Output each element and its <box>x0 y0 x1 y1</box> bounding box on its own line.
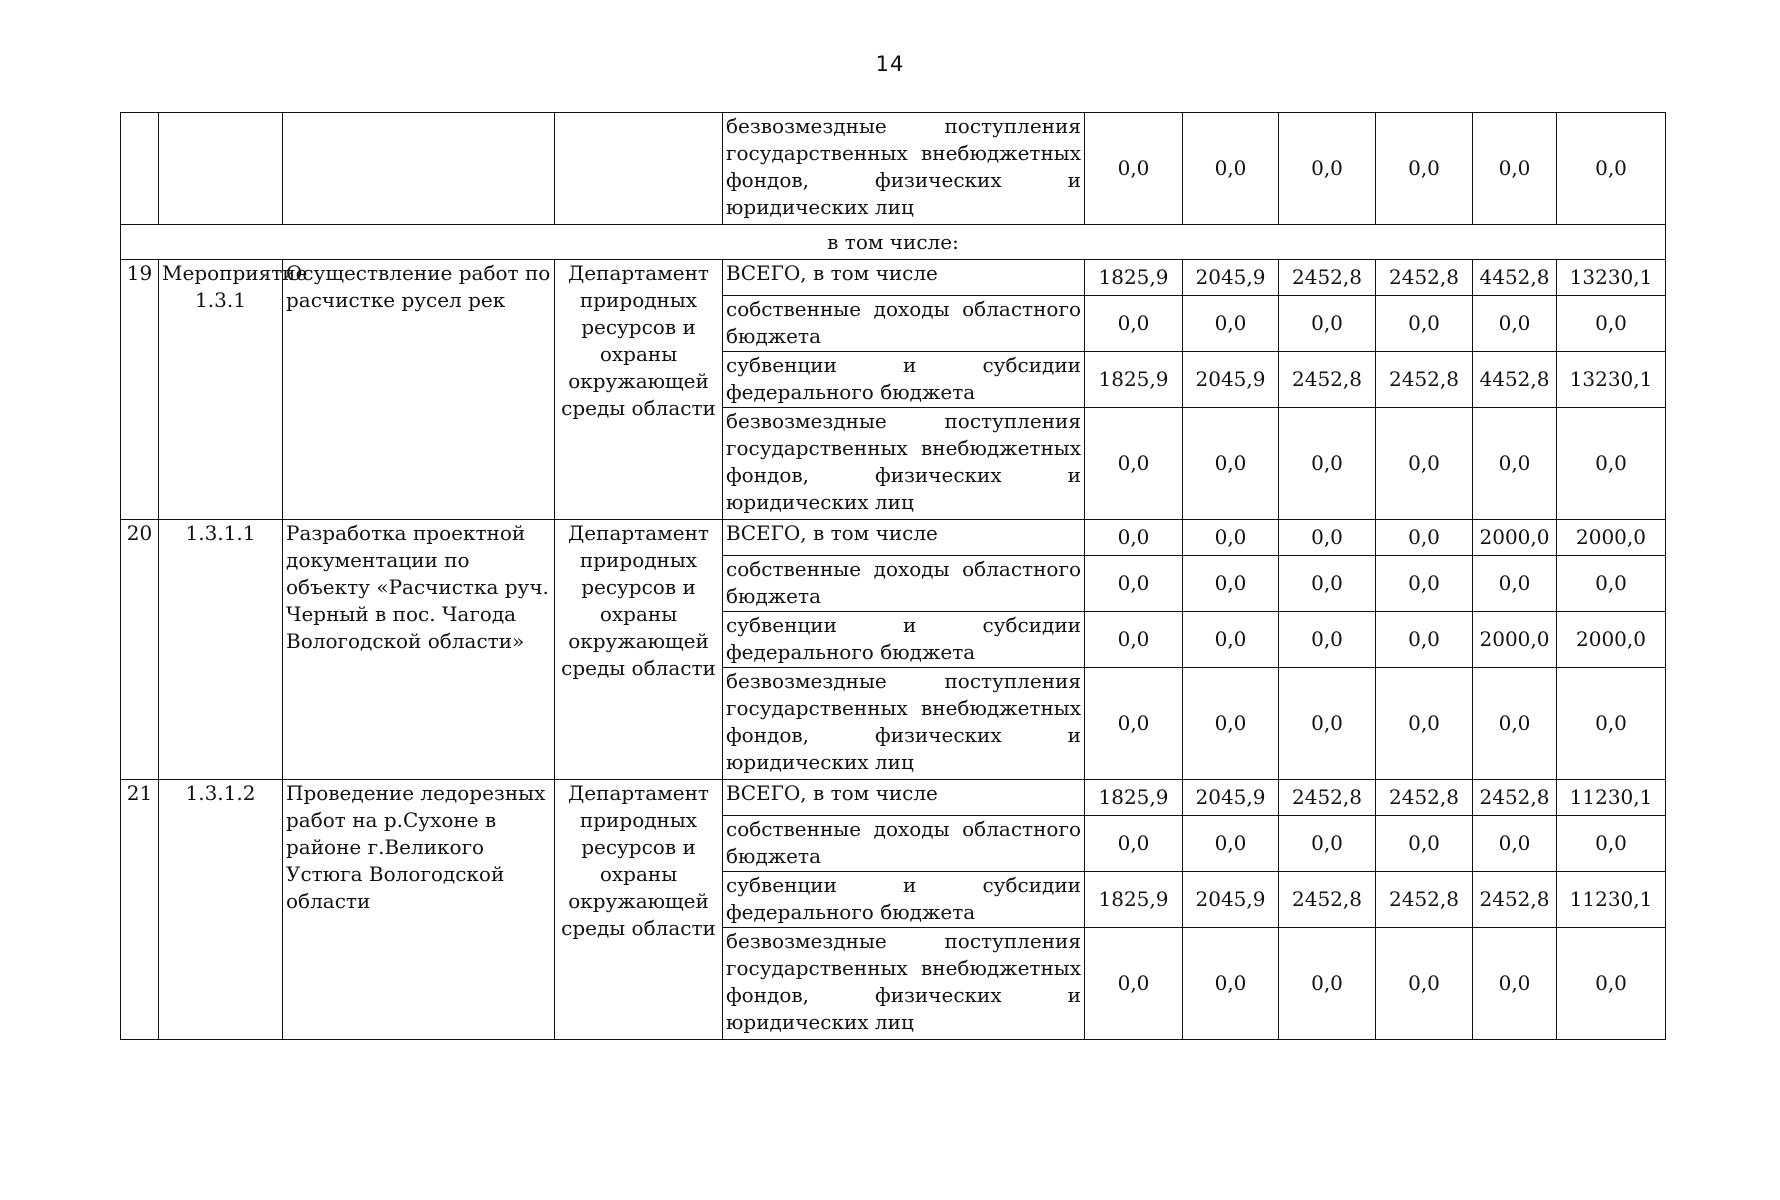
table-row <box>121 780 1666 816</box>
entry-executor: Департамент природных ресурсов и охраны окружающей среды области <box>555 520 723 780</box>
value-cell: 2452,8 <box>1376 780 1473 816</box>
value-cell: 2452,8 <box>1376 260 1473 296</box>
value-cell: 0,0 <box>1473 556 1557 612</box>
source-cell: собственные доходы областного бюджета <box>723 556 1085 612</box>
subheader-cell: в том числе: <box>121 225 1666 260</box>
value-cell: 2452,8 <box>1279 780 1376 816</box>
value-cell: 2452,8 <box>1279 260 1376 296</box>
value-cell: 1825,9 <box>1085 352 1183 408</box>
source-cell: ВСЕГО, в том числе <box>723 520 1085 556</box>
entry-name: Проведение ледорезных работ на р.Сухоне в районе г.Великого Устюга Вологодской области <box>283 780 555 1040</box>
value-cell: 0,0 <box>1085 296 1183 352</box>
value-cell: 0,0 <box>1279 668 1376 780</box>
entry-executor: Департамент природных ресурсов и охраны окружающей среды области <box>555 260 723 520</box>
source-cell: субвенции и субсидии федерального бюджета <box>723 872 1085 928</box>
value-cell: 0,0 <box>1085 928 1183 1040</box>
entry-name: Разработка проектной документации по объекту «Расчистка руч. Черный в пос. Чагода Вологодской области» <box>283 520 555 780</box>
value-cell: 4452,8 <box>1473 260 1557 296</box>
value-cell: 0,0 <box>1279 816 1376 872</box>
value-cell: 0,0 <box>1183 113 1279 225</box>
source-cell: собственные доходы областного бюджета <box>723 816 1085 872</box>
table-row <box>121 260 1666 296</box>
value-cell: 0,0 <box>1183 928 1279 1040</box>
value-cell: 0,0 <box>1376 113 1473 225</box>
value-cell: 0,0 <box>1376 408 1473 520</box>
source-cell: субвенции и субсидии федерального бюджета <box>723 612 1085 668</box>
entry-number: 19 <box>121 260 159 520</box>
value-cell: 0,0 <box>1376 816 1473 872</box>
value-cell: 2045,9 <box>1183 780 1279 816</box>
value-cell: 0,0 <box>1183 408 1279 520</box>
value-cell: 0,0 <box>1085 816 1183 872</box>
value-cell: 0,0 <box>1279 612 1376 668</box>
value-cell: 11230,1 <box>1557 780 1666 816</box>
value-cell: 0,0 <box>1473 816 1557 872</box>
carry-over-row <box>121 113 1666 225</box>
table-row <box>121 520 1666 556</box>
value-cell: 0,0 <box>1557 113 1666 225</box>
value-cell: 1825,9 <box>1085 872 1183 928</box>
value-cell: 2452,8 <box>1376 872 1473 928</box>
source-cell: безвозмездные поступления государственных внебюджетных фондов, физических и юридических лиц <box>723 928 1085 1040</box>
entry-code: Мероприятие 1.3.1 <box>159 260 283 520</box>
value-cell: 0,0 <box>1557 668 1666 780</box>
value-cell: 0,0 <box>1183 556 1279 612</box>
value-cell: 0,0 <box>1085 556 1183 612</box>
value-cell: 0,0 <box>1085 408 1183 520</box>
empty-cell <box>555 113 723 225</box>
value-cell: 0,0 <box>1183 668 1279 780</box>
source-cell: ВСЕГО, в том числе <box>723 780 1085 816</box>
subheader-row <box>121 225 1666 260</box>
value-cell: 0,0 <box>1376 612 1473 668</box>
value-cell: 0,0 <box>1557 296 1666 352</box>
value-cell: 4452,8 <box>1473 352 1557 408</box>
value-cell: 0,0 <box>1473 113 1557 225</box>
value-cell: 0,0 <box>1557 408 1666 520</box>
value-cell: 0,0 <box>1085 612 1183 668</box>
value-cell: 2000,0 <box>1473 520 1557 556</box>
value-cell: 0,0 <box>1279 113 1376 225</box>
value-cell: 0,0 <box>1085 668 1183 780</box>
value-cell: 0,0 <box>1473 296 1557 352</box>
value-cell: 0,0 <box>1279 408 1376 520</box>
value-cell: 0,0 <box>1557 928 1666 1040</box>
entry-number: 21 <box>121 780 159 1040</box>
value-cell: 2452,8 <box>1279 352 1376 408</box>
value-cell: 0,0 <box>1279 556 1376 612</box>
value-cell: 2452,8 <box>1376 352 1473 408</box>
value-cell: 0,0 <box>1279 928 1376 1040</box>
source-cell: безвозмездные поступления государственных внебюджетных фондов, физических и юридических лиц <box>723 668 1085 780</box>
value-cell: 0,0 <box>1376 928 1473 1040</box>
entry-number: 20 <box>121 520 159 780</box>
source-cell: собственные доходы областного бюджета <box>723 296 1085 352</box>
value-cell: 0,0 <box>1183 816 1279 872</box>
budget-table <box>120 112 1666 1040</box>
value-cell: 13230,1 <box>1557 352 1666 408</box>
value-cell: 0,0 <box>1557 816 1666 872</box>
value-cell: 13230,1 <box>1557 260 1666 296</box>
source-cell: безвозмездные поступления государственных внебюджетных фондов, физических и юридических лиц <box>723 113 1085 225</box>
source-cell: безвозмездные поступления государственных внебюджетных фондов, физических и юридических лиц <box>723 408 1085 520</box>
value-cell: 1825,9 <box>1085 780 1183 816</box>
value-cell: 0,0 <box>1183 296 1279 352</box>
value-cell: 0,0 <box>1376 668 1473 780</box>
value-cell: 0,0 <box>1376 556 1473 612</box>
value-cell: 2452,8 <box>1473 780 1557 816</box>
value-cell: 2000,0 <box>1557 612 1666 668</box>
empty-cell <box>159 113 283 225</box>
entry-executor: Департамент природных ресурсов и охраны окружающей среды области <box>555 780 723 1040</box>
value-cell: 2045,9 <box>1183 260 1279 296</box>
value-cell: 0,0 <box>1376 520 1473 556</box>
value-cell: 0,0 <box>1085 520 1183 556</box>
value-cell: 0,0 <box>1085 113 1183 225</box>
value-cell: 0,0 <box>1183 520 1279 556</box>
entry-code: 1.3.1.1 <box>159 520 283 780</box>
value-cell: 0,0 <box>1279 296 1376 352</box>
entry-name: Осуществление работ по расчистке русел рек <box>283 260 555 520</box>
page-number: 14 <box>875 52 905 76</box>
empty-cell <box>121 113 159 225</box>
value-cell: 11230,1 <box>1557 872 1666 928</box>
value-cell: 2000,0 <box>1473 612 1557 668</box>
value-cell: 2045,9 <box>1183 352 1279 408</box>
value-cell: 0,0 <box>1473 408 1557 520</box>
value-cell: 2045,9 <box>1183 872 1279 928</box>
source-cell: субвенции и субсидии федерального бюджета <box>723 352 1085 408</box>
value-cell: 0,0 <box>1557 556 1666 612</box>
empty-cell <box>283 113 555 225</box>
value-cell: 2000,0 <box>1557 520 1666 556</box>
value-cell: 0,0 <box>1376 296 1473 352</box>
value-cell: 2452,8 <box>1279 872 1376 928</box>
source-cell: ВСЕГО, в том числе <box>723 260 1085 296</box>
value-cell: 2452,8 <box>1473 872 1557 928</box>
value-cell: 0,0 <box>1473 928 1557 1040</box>
value-cell: 0,0 <box>1183 612 1279 668</box>
value-cell: 1825,9 <box>1085 260 1183 296</box>
value-cell: 0,0 <box>1473 668 1557 780</box>
entry-code: 1.3.1.2 <box>159 780 283 1040</box>
value-cell: 0,0 <box>1279 520 1376 556</box>
